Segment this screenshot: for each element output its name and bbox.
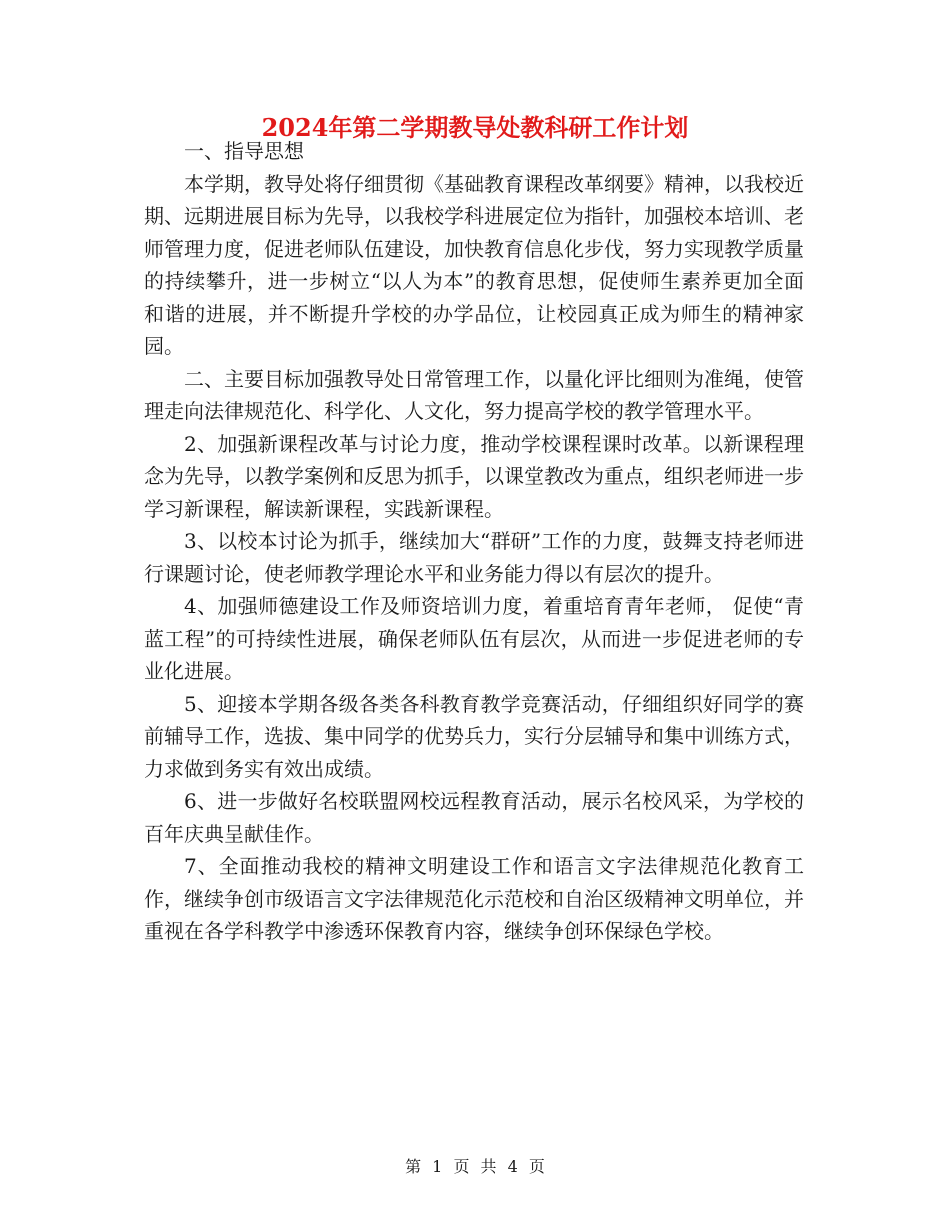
paragraph-item-2: 2、加强新课程改革与讨论力度，推动学校课程课时改革。以新课程理念为先导，以教学案例和反思为抓手，以课堂教改为重点，组织老师进一步学习新课程，解读新课程，实践新课程。: [144, 431, 804, 521]
page-number-footer: 第 1 页 共 4 页: [405, 1157, 545, 1176]
document-title: 2024年第二学期教导处教科研工作计划: [261, 113, 689, 142]
paragraph-item-4: 4、加强师德建设工作及师资培训力度，着重培育青年老师， 促使“青蓝工程”的可持续性进展，确保老师队伍有层次，从而进一步促进老师的专业化进展。: [144, 594, 804, 683]
section-heading-guiding-ideology: 一、指导思想: [184, 139, 304, 163]
document-body: [144, 135, 804, 948]
paragraph-guiding-ideology: 本学期，教导处将仔细贯彻《基础教育课程改革纲要》精神，以我校近期、远期进展目标为先导，以我校学科进展定位为指针，加强校本培训、老师管理力度，促进老师队伍建设，加快教育信息化步伐，努力实现教学质量的持续攀升，进一步树立“以人为本”的教育思想，促使师生素养更加全面和谐的进展，并不断提升学校的办学品位，让校园真正成为师生的精神家园。: [144, 171, 804, 358]
paragraph-main-goals: 二、主要目标加强教导处日常管理工作，以量化评比细则为准绳，使管理走向法律规范化、科学化、人文化，努力提高学校的教学管理水平。: [144, 366, 804, 423]
paragraph-item-6: 6、进一步做好名校联盟网校远程教育活动，展示名校风采，为学校的百年庆典呈献佳作。: [144, 789, 804, 846]
paragraph-item-7: 7、全面推动我校的精神文明建设工作和语言文字法律规范化教育工作，继续争创市级语言文字法律规范化示范校和自治区级精神文明单位，并重视在各学科教学中渗透环保教育内容，继续争创环保绿色学校。: [144, 854, 804, 943]
paragraph-item-3: 3、以校本讨论为抓手，继续加大“群研”工作的力度，鼓舞支持老师进行课题讨论，使老师教学理论水平和业务能力得以有层次的提升。: [144, 529, 804, 586]
paragraph-item-5: 5、迎接本学期各级各类各科教育教学竞赛活动，仔细组织好同学的赛前辅导工作，选拔、集中同学的优势兵力，实行分层辅导和集中训练方式，力求做到务实有效出成绩。: [144, 691, 804, 781]
